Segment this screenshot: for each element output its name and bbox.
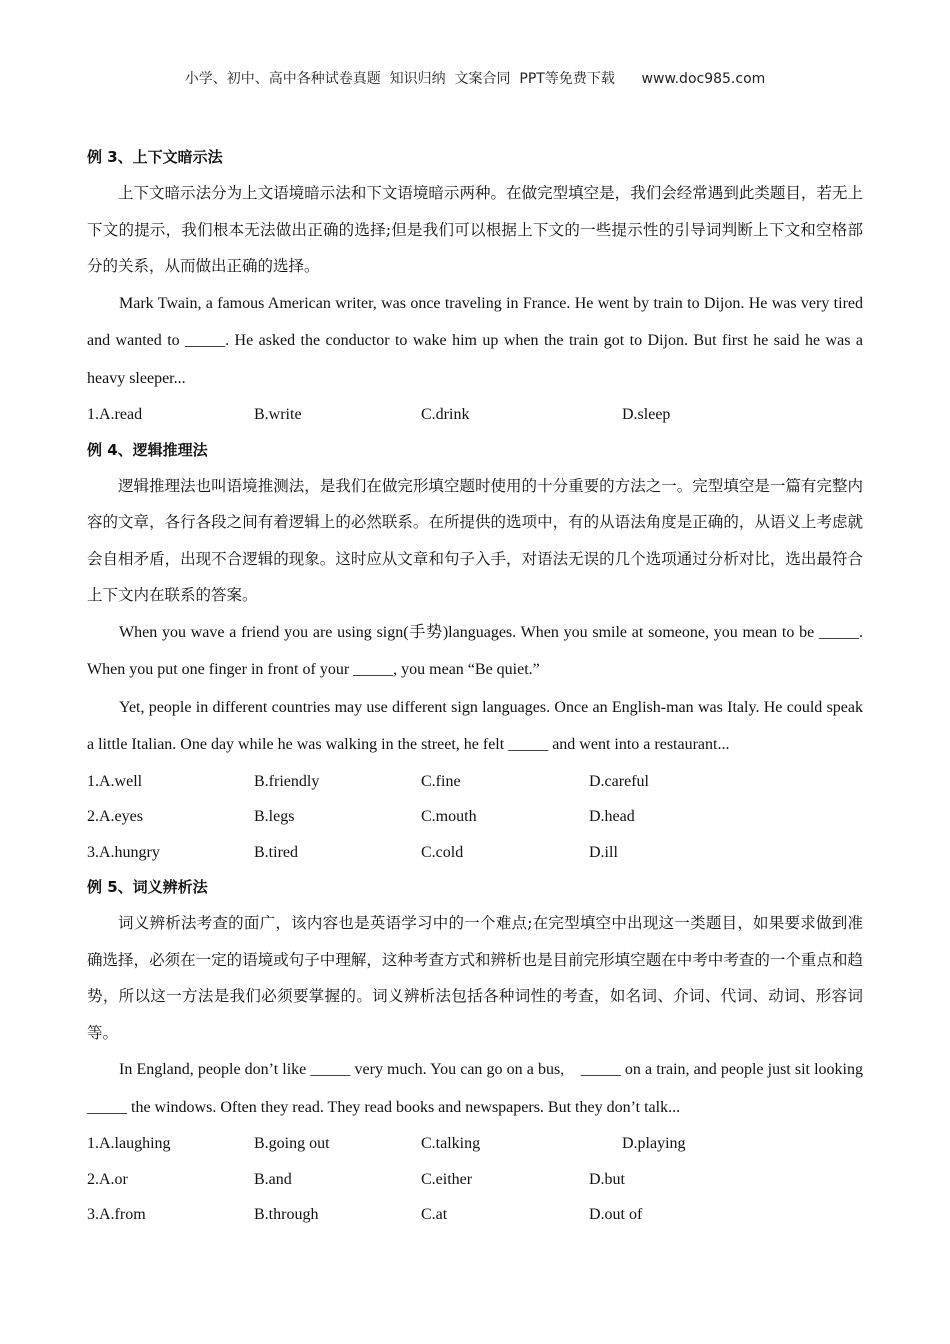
passage-paragraph: Mark Twain, a famous American writer, was once traveling in France. He went by train to Dijon. He was very tired and wanted to _____. He asked the conductor to wake him up when the train got to Dijon. But first he said he was a heavy sleeper...: [87, 294, 863, 387]
option-c: C.drink: [421, 406, 470, 423]
option-c: C.mouth: [421, 808, 477, 825]
option-a: 2.A.or: [87, 1170, 128, 1188]
option-a: 1.A.read: [87, 406, 143, 423]
option-c: C.either: [421, 1170, 473, 1188]
options-row: [87, 799, 863, 835]
document-body: [87, 140, 867, 1233]
option-d: D.careful: [589, 772, 649, 790]
section-example-4: [87, 433, 863, 871]
options-row: [87, 835, 863, 871]
options-row: [87, 1197, 863, 1233]
option-a: 2.A.eyes: [87, 808, 143, 825]
passage-paragraph: When you wave a friend you are using sign(手势)languages. When you smile at someone, you mean to be _____. When you put one finger in front of your _____, you mean “Be quiet.”: [87, 623, 863, 678]
option-a: 1.A.well: [87, 772, 143, 790]
options-row: [87, 397, 863, 433]
intro-paragraph: 词义辨析法考查的面广，该内容也是英语学习中的一个难点;在完型填空中出现这一类题目，如果要求做到准确选择，必须在一定的语境或句子中理解，这种考查方式和辨析也是目前完形填空题在中考中考查的一个重点和趋势，所以这一方法是我们必须要掌握的。词义辨析法包括各种词性的考查，如名词、介词、代词、动词、形容词等。: [87, 914, 863, 1042]
option-d: D.sleep: [622, 406, 671, 423]
option-a: 3.A.from: [87, 1206, 146, 1223]
option-a: 1.A.laughing: [87, 1135, 171, 1152]
option-a: 3.A.hungry: [87, 843, 160, 861]
option-d: D.ill: [589, 843, 618, 861]
section-heading: 例 4、逻辑推理法: [87, 440, 208, 459]
option-b: B.tired: [254, 843, 298, 861]
passage-paragraph: Yet, people in different countries may use different sign languages. Once an English-man was Italy. He could speak a little Italian. One day while he was walking in the street, he felt _____ and went into a restaurant...: [87, 698, 863, 753]
option-b: B.going out: [254, 1135, 330, 1152]
option-d: D.but: [589, 1170, 625, 1188]
option-c: C.cold: [421, 843, 464, 861]
option-b: B.friendly: [254, 772, 320, 790]
section-example-5: [87, 870, 867, 1233]
option-d: D.out of: [589, 1206, 643, 1223]
options-row: [87, 764, 863, 800]
option-b: B.write: [254, 406, 302, 423]
option-c: C.at: [421, 1206, 448, 1223]
option-c: C.talking: [421, 1135, 481, 1152]
section-heading: 例 3、上下文暗示法: [87, 148, 223, 166]
section-example-3: [87, 140, 863, 433]
page-header: 小学、初中、高中各种试卷真题 知识归纳 文案合同 PPT等免费下载 www.doc985.com: [184, 71, 766, 87]
options-row: [87, 1126, 863, 1162]
option-b: B.legs: [254, 808, 295, 825]
option-c: C.fine: [421, 772, 461, 790]
options-row: [87, 1162, 863, 1198]
section-heading: 例 5、词义辨析法: [87, 878, 208, 896]
passage-paragraph: In England, people don’t like _____ very much. You can go on a bus, _____ on a train, and people just sit looking _____ the windows. Often they read. They read books and newspapers. But they don’t talk...: [87, 1061, 867, 1116]
option-b: B.through: [254, 1206, 319, 1223]
intro-paragraph: 上下文暗示法分为上文语境暗示法和下文语境暗示两种。在做完型填空是，我们会经常遇到此类题目，若无上下文的提示，我们根本无法做出正确的选择;但是我们可以根据上下文的一些提示性的引导词判断上下文和空格部分的关系，从而做出正确的选择。: [87, 184, 863, 275]
intro-paragraph: 逻辑推理法也叫语境推测法，是我们在做完形填空题时使用的十分重要的方法之一。完型填空是一篇有完整内容的文章，各行各段之间有着逻辑上的必然联系。在所提供的选项中，有的从语法角度是正确的，从语义上考虑就会自相矛盾，出现不合逻辑的现象。这时应从文章和句子入手，对语法无误的几个选项通过分析对比，选出最符合上下文内在联系的答案。: [87, 476, 863, 604]
option-b: B.and: [254, 1170, 292, 1188]
option-d: D.head: [589, 808, 635, 825]
option-d: D.playing: [622, 1135, 686, 1152]
